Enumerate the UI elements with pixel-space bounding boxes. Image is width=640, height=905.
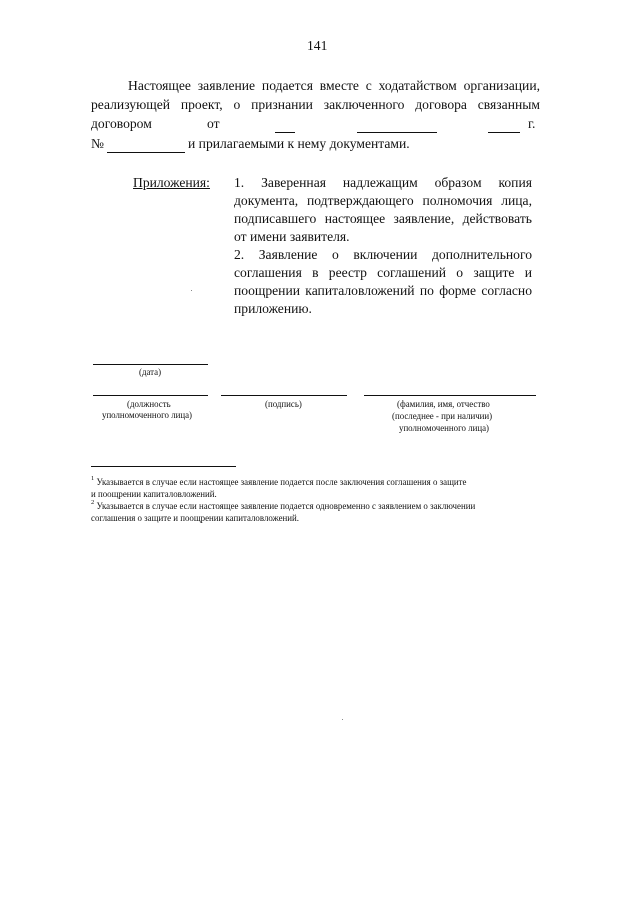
statement-number-sign: № <box>91 136 104 151</box>
statement-line-2: реализующей проект, о признании заключенного договора связанным <box>91 97 540 112</box>
full-name-caption-2: (последнее - при наличии) <box>392 411 493 421</box>
signature-caption: (подпись) <box>265 399 302 409</box>
statement-line-4-rest: и прилагаемыми к нему документами. <box>188 136 410 151</box>
footnote-1-line-1: $^1$ Указывается в случае если настоящее заявление подается после заключения соглашения о защите <box>91 475 467 487</box>
full-name-caption-1: (фамилия, имя, отчество <box>397 399 490 409</box>
full-name-signature-line[interactable] <box>364 395 536 396</box>
appendix-item1-line-3: подписавшего настоящее заявление, действовать <box>234 211 532 226</box>
appendix-item2-line-2: соглашения в реестр соглашений о защите и <box>234 265 532 280</box>
footnote-1-line-2: и поощрении капиталовложений. <box>91 489 217 499</box>
statement-line-1: Настоящее заявление подается вместе с ходатайством организации, <box>128 78 540 93</box>
scan-speck <box>342 719 343 720</box>
date-day-blank[interactable] <box>275 132 295 133</box>
scan-speck <box>191 290 192 291</box>
date-month-blank[interactable] <box>357 132 437 133</box>
statement-word-ot: от <box>207 116 220 131</box>
appendix-item1-line-4: от имени заявителя. <box>234 229 350 244</box>
position-caption-2: уполномоченного лица) <box>102 410 193 420</box>
page-number: 141 <box>307 38 328 53</box>
position-signature-line[interactable] <box>93 395 208 396</box>
appendix-item2-line-3: поощрении капиталовложений по форме согласно <box>234 283 532 298</box>
footnote-2-line-2: соглашения о защите и поощрении капиталовложений. <box>91 513 300 523</box>
appendix-item2-line-1: 2. Заявление о включении дополнительного <box>234 247 532 262</box>
full-name-caption-3: уполномоченного лица) <box>399 423 490 433</box>
appendix-item1-line-2: документа, подтверждающего полномочия лица, <box>234 193 532 208</box>
appendix-item1-line-1: 1. Заверенная надлежащим образом копия <box>234 175 532 190</box>
date-signature-line[interactable] <box>93 364 208 365</box>
appendix-item2-line-4: приложению. <box>234 301 312 316</box>
position-caption-1: (должность <box>127 399 171 409</box>
number-blank[interactable] <box>107 152 185 153</box>
appendix-label: Приложения: <box>133 175 210 190</box>
footnote-separator <box>91 466 236 467</box>
statement-year-suffix: г. <box>528 116 536 131</box>
signature-line[interactable] <box>221 395 347 396</box>
footnote-2-line-1: $^2$ Указывается в случае если настоящее заявление подается одновременно с заявлением о заключении <box>91 499 476 511</box>
date-year-blank[interactable] <box>488 132 520 133</box>
date-caption: (дата) <box>139 367 162 377</box>
statement-word-dogovorom: договором <box>91 116 152 131</box>
